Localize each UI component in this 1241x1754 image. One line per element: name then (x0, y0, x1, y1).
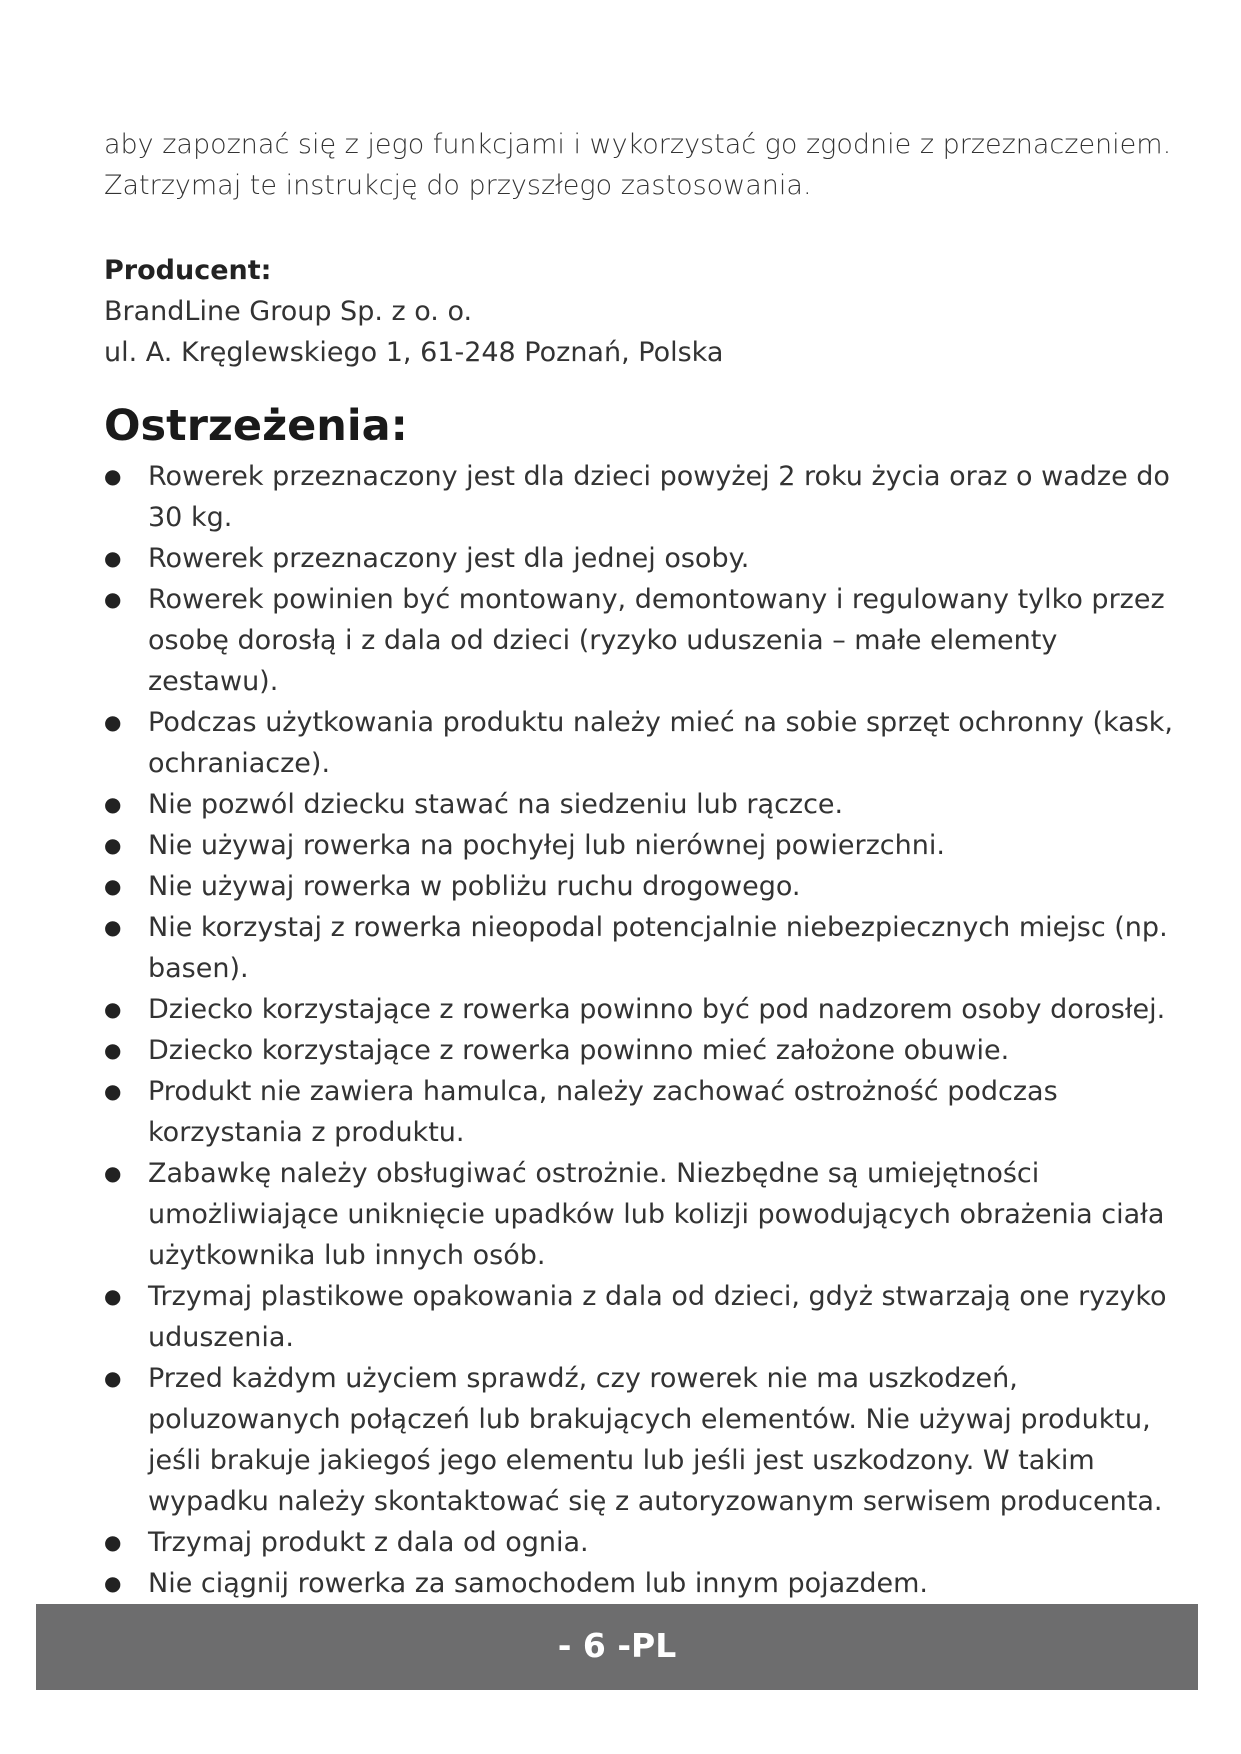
producer-label: Producent: (104, 255, 272, 286)
producer-block (104, 250, 1184, 373)
list-item (104, 702, 1194, 784)
warning-text: Dziecko korzystające z rowerka powinno być pod nadzorem osoby dorosłej. (148, 994, 1166, 1025)
warning-text: Trzymaj produkt z dala od ognia. (148, 1527, 589, 1558)
list-item (104, 866, 1194, 907)
list-item (104, 1358, 1194, 1522)
bullet-icon (104, 1030, 132, 1073)
warning-text: Rowerek przeznaczony jest dla dzieci powyżej 2 roku życia oraz o wadze do 30 kg. (148, 461, 1170, 533)
warning-text: Dziecko korzystające z rowerka powinno mieć założone obuwie. (148, 1035, 1010, 1066)
list-item (104, 579, 1194, 702)
bullet-icon (104, 1153, 132, 1196)
bullet-icon (104, 989, 132, 1032)
list-item (104, 784, 1194, 825)
list-item (104, 538, 1194, 579)
warning-text: Nie pozwól dziecku stawać na siedzeniu lub rączce. (148, 789, 844, 820)
warning-text: Podczas użytkowania produktu należy mieć na sobie sprzęt ochronny (kask, ochraniacze). (148, 707, 1174, 779)
warning-text: Nie używaj rowerka w pobliżu ruchu drogowego. (148, 871, 801, 902)
bullet-icon (104, 907, 132, 950)
producer-name: BrandLine Group Sp. z o. o. (104, 296, 473, 327)
bullet-icon (104, 1071, 132, 1114)
warning-text: Przed każdym użyciem sprawdź, czy rowerek nie ma uszkodzeń, poluzowanych połączeń lub brakujących elementów. Nie używaj produktu, jeśli brakuje jakiegoś jego elementu lub jeśli jest uszkodzony. W takim wypadku należy skontaktować się z autoryzowanym serwisem producenta. (148, 1363, 1163, 1517)
bullet-icon (104, 866, 132, 909)
bullet-icon (104, 538, 132, 581)
list-item (104, 989, 1194, 1030)
warning-text: Rowerek przeznaczony jest dla jednej osoby. (148, 543, 750, 574)
page-footer-bar (36, 1604, 1198, 1690)
page-number: - 6 -PL (557, 1626, 677, 1665)
list-item (104, 1030, 1194, 1071)
list-item (104, 1522, 1194, 1563)
warnings-heading: Ostrzeżenia: (104, 401, 408, 451)
list-item (104, 1071, 1194, 1153)
warnings-list (104, 456, 1194, 1604)
bullet-icon (104, 1563, 132, 1606)
list-item (104, 1153, 1194, 1276)
bullet-icon (104, 784, 132, 827)
bullet-icon (104, 1358, 132, 1401)
intro-paragraph (104, 124, 1184, 206)
bullet-icon (104, 1522, 132, 1565)
list-item (104, 1563, 1194, 1604)
bullet-icon (104, 456, 132, 499)
warning-text: Produkt nie zawiera hamulca, należy zachować ostrożność podczas korzystania z produktu. (148, 1076, 1058, 1148)
warning-text: Zabawkę należy obsługiwać ostrożnie. Niezbędne są umiejętności umożliwiające uniknięcie upadków lub kolizji powodujących obrażenia ciała użytkownika lub innych osób. (148, 1158, 1165, 1271)
warning-text: Trzymaj plastikowe opakowania z dala od dzieci, gdyż stwarzają one ryzyko uduszenia. (148, 1281, 1167, 1353)
bullet-icon (104, 702, 132, 745)
warning-text: Rowerek powinien być montowany, demontowany i regulowany tylko przez osobę dorosłą i z dala od dzieci (ryzyko uduszenia – małe elementy zestawu). (148, 584, 1165, 697)
warning-text: Nie ciągnij rowerka za samochodem lub innym pojazdem. (148, 1568, 929, 1599)
bullet-icon (104, 579, 132, 622)
list-item (104, 1276, 1194, 1358)
intro-line-1: aby zapoznać się z jego funkcjami i wykorzystać go zgodnie z przeznaczeniem. (104, 129, 1172, 160)
bullet-icon (104, 1276, 132, 1319)
intro-line-2: Zatrzymaj te instrukcję do przyszłego zastosowania. (104, 170, 812, 201)
bullet-icon (104, 825, 132, 868)
producer-address: ul. A. Kręglewskiego 1, 61-248 Poznań, Polska (104, 337, 724, 368)
list-item (104, 456, 1194, 538)
warning-text: Nie korzystaj z rowerka nieopodal potencjalnie niebezpiecznych miejsc (np. basen). (148, 912, 1168, 984)
list-item (104, 825, 1194, 866)
warning-text: Nie używaj rowerka na pochyłej lub nierównej powierzchni. (148, 830, 945, 861)
list-item (104, 907, 1194, 989)
